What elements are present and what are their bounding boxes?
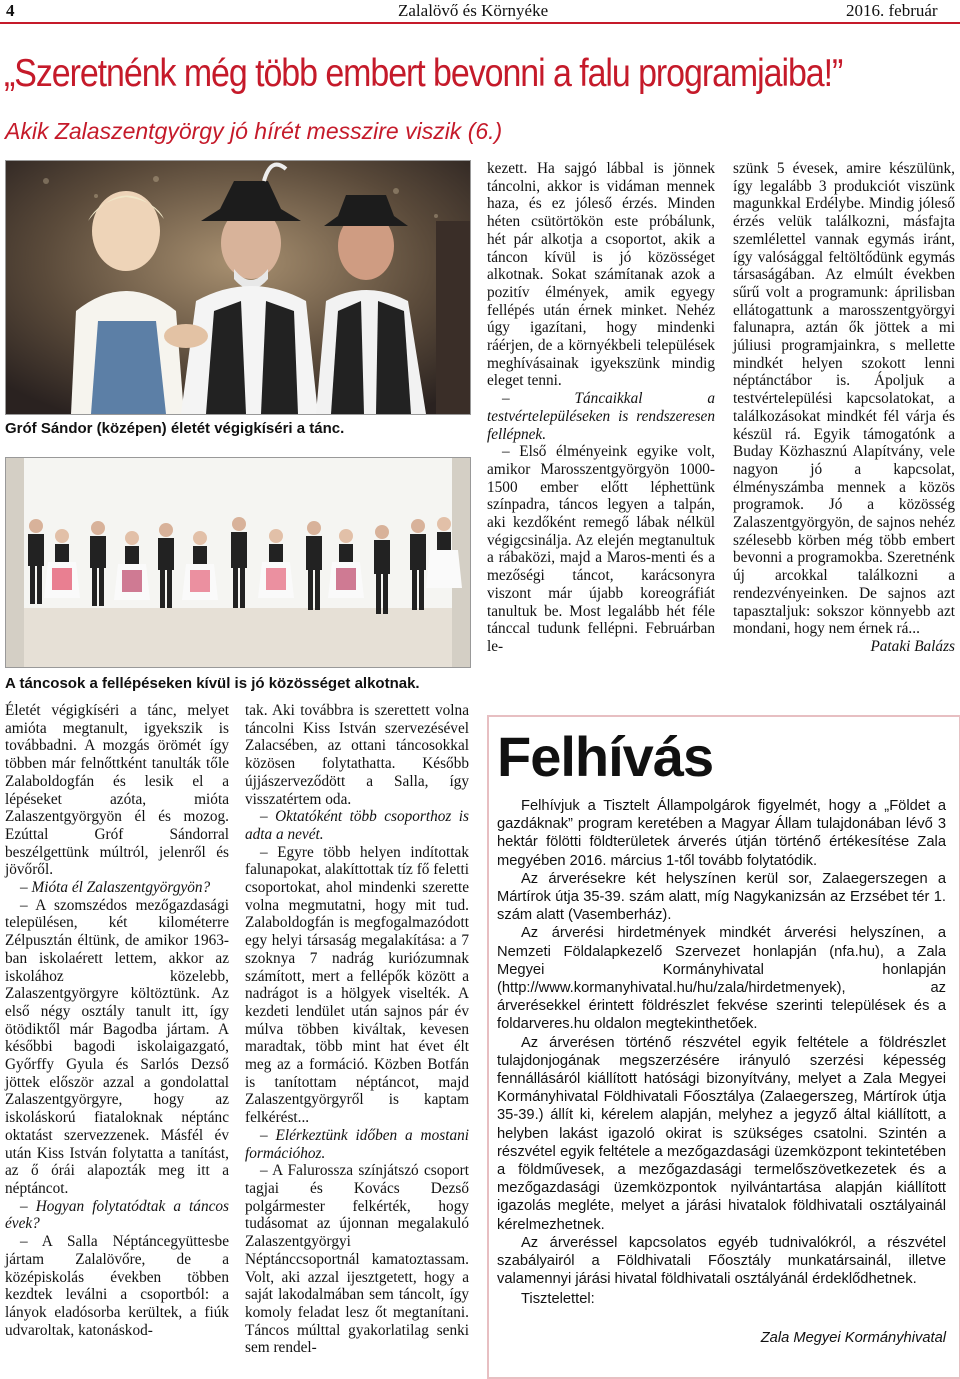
notice-body: [497, 797, 946, 1347]
notice-title: Felhívás: [497, 725, 714, 788]
notice-paragraph: Az árveréssel kapcsolatos egyéb tudnivalókról, a részvétel szabályairól a Földhivatali Főosztály munkatársainál, illetve valamennyi járási hivatal földhivatali osztályánál érdeklődhetnek.: [497, 1234, 946, 1288]
article-paragraph: tak. Aki továbbra is szerettett volna táncolni Kiss István szervezésével Zalacsében, az ottani táncosokkal közösen folytathatta. Később újjászerveződött a Salla, így visszatértem oda.: [245, 702, 469, 808]
notice-paragraph: Felhívjuk a Tisztelt Állampolgárok figyelmét, hogy a „Földet a gazdáknak” program keretében a Magyar Állam tulajdonában lévő 3 hektár fölötti földterületek árverés útján történő értékesítése Zala megyében 2016. március 1-től tovább folytatódik.: [497, 798, 946, 869]
page-number: 4: [6, 1, 15, 20]
notice-paragraph: Az árverési hirdetmények mindkét árverési helyszínen, a Nemzeti Földalapkezelő Szervezet honlapján (nfa.hu), a Zala Megyei Kormányhivatal honlapján (http://www.kormanyhivatal.hu/hu/zala/hirdetmenyek), az árverésekkel érintett földrészlet fekvése szerinti települések és a foldarveres.hu oldalon megtekinthetőek.: [497, 925, 946, 1033]
interview-question: – Táncaikkal a testvértelepüléseken is rendszeresen fellépnek.: [487, 390, 715, 443]
article-paragraph: – A Salla Néptáncegyüttesbe jártam Zalalövőre, de a középiskolás években többen kezdtek leválni a csoportból: a lányok eladósorba kerültek, a fiúk udvaroltak, katonáskod-: [5, 1233, 229, 1339]
article-author: Pataki Balázs: [870, 637, 955, 655]
article-paragraph: – A szomszédos mezőgazdasági településen, két kilométerre Zélpusztán éltünk, de amikor 1963-ban iskolaérett lettem, akkor az iskolához közelebb, Zalaszentgyörgyre költöztünk. Az első négy osztály tanult itt, így ötödiktől már Bagodba jártam. A későbbi bagodi iskolaigazgató, Győrffy Gyula és Sarlós Dezső jöttek először azzal a gondolattal Zalaszentgyörgyre, hogy az iskoláskorú fiataloknak néptánc oktatást szervezzenek. Másfél év után Kiss István folytatta a tanítást, az ő órái alapozták meg itt a néptáncot.: [5, 896, 229, 1197]
article-paragraph: – Egyre több helyen indítottak falunapokat, alakíttottak tíz fő feletti csoportokat, ahol mindenki szerette volna megmutatni, hogy mit tud. Zalaboldogfán is megfogalmazódott egy helyi társaság megalakítása: a 7 szoknya 7 nadrág kuriózumnak számított, mert a fellépők között a nadrágot is a hölgyek viselték. A kezdeti lendület után sajnos pár év múlva többen kiváltak, kevesen maradtak, több mint hat évet élt meg az a formáció. Közben Botfán is tanítottam néptáncot, majd Zalaszentgyörgyről is kaptam felkérést...: [245, 843, 469, 1127]
page-header: [0, 0, 960, 24]
article-column-1: [5, 702, 229, 1339]
notice-signature: Zala Megyei Kormányhivatal: [760, 1329, 946, 1346]
dancers-portrait-photo: [5, 160, 471, 415]
article-paragraph: – Első élményeink egyike volt, amikor Marosszentgyörgyön 1000-1500 ember előtt léphettünk színpadra, táncos legyen a talpán, aki kezdőként remegő lábak nélkül végigcsinálja. Az elején megtanultuk a rábaközi, majd a Maros-menti és a mezőségi táncot, karácsonyra viszont már újabb koreográfiát tanultuk be. Most legalább hét féle tánccal tudunk fellépni. Februárban le-: [487, 443, 715, 655]
notice-paragraph: Az árverésen történő részvétel egyik feltétele a földrészlet tulajdonjogának megszerzésére irányuló szerzési képesség fennállásáról kiállított hatósági bizonyítvány, melyet a Zala Megyei Kormányhivatal Földhivatali Főosztálya (Zalaegerszeg, Mártírok útja 35-39.) állít ki, kérelem alapján, melyhez a jegyző által kiállított, a helyben lakást igazoló okirat is szükséges csatolni. Szintén a részvétel egyik feltétele a mezőgazdasági üzemközpont tekintetében a földművesek, a mezőgazdasági termelőszövetkezetek és a mezőgazdasági üzemközpontok nyilvántartása alapján kiállított igazolás megléte, melyet a járási hivatalok földhivatali osztályainál kérelmezhetnek.: [497, 1034, 946, 1233]
interview-question: – Hogyan folytatódtak a táncos évek?: [5, 1197, 229, 1233]
interview-question: – Elérkeztünk időben a mostani formációhoz.: [245, 1126, 469, 1162]
article-title: „Szeretnénk még több embert bevonni a falu programjaiba!”: [4, 52, 843, 95]
article-paragraph: – A Falurossza színjátszó csoport tagjai és Kovács Dezső polgármester felkérték, hogy tudásomat az újonnan megalakuló Zalaszentgyörgyi Néptánccsoportnál kamatoztassam. Volt, aki azzal ijesztgetett, hogy a saját lakodalmában sem táncolt, így komoly feladat lesz őt megtanítani. Táncos múlttal gyakorlatilag senki sem rendel-: [245, 1162, 469, 1357]
photo1-caption: Gróf Sándor (középen) életét végigkíséri a tánc.: [5, 420, 345, 437]
article-column-2: [245, 702, 469, 1357]
notice-paragraph: Az árverésekre két helyszínen kerül sor, Zalaegerszegen a Mártírok útja 35-39. szám alatt, míg Nagykanizsán az Erzsébet tér 1. szám alatt (Vasemberház).: [497, 870, 946, 924]
photo2-caption: A táncosok a fellépéseken kívül is jó közösséget alkotnak.: [5, 675, 420, 692]
interview-question: – Oktatóként több csoporthoz is adta a nevét.: [245, 808, 469, 843]
article-column-4: [733, 160, 955, 656]
article-subtitle: Akik Zalaszentgyörgy jó hírét messzire viszik (6.): [5, 118, 503, 144]
interview-question: – Mióta él Zalaszentgyörgyön?: [20, 879, 211, 897]
notice-closing: Tisztelettel:: [521, 1291, 595, 1308]
article-column-3: [487, 160, 715, 656]
issue-date: 2016. február: [846, 1, 938, 20]
publication-name: Zalalövő és Környéke: [398, 1, 549, 20]
article-paragraph: kezett. Ha sajgó lábbal is jönnek táncolni, akkor is vidáman mennek haza, és ez jóleső érzés. Minden héten csütörtökön este próbálunk, hét pár alkotja a csoportot, akik a táncon kívül is jó közösséget alkotnak. Sokat számítanak azok a pozitív élmények, amik egyegy fellépés után érnek minket. Nehéz úgy igazítani, hogy mindenki ráérjen, de a környékbeli települések meghívásainak igyekszünk mindig eleget tenni.: [487, 160, 715, 390]
article-paragraph: szünk 5 évesek, amire készülünk, így legalább 3 produkciót viszünk magunkkal Erdélybe. Mindig jóleső érzés velük találkozni, másfajta szemlélettel vannak egymás iránt, így valósággal feltöltődünk egymás társaságában. Az elmúlt években sűrű volt a programunk: áprilisban ellátogattunk a marosszentgyörgyi falunapra, aztán ők jöttek a mi júliusi programjainkra, s mellette mindkét helyen szokott lenni néptánctábor is. Ápoljuk a testvértelepülési kapcsolatokat, a találkozásokat mindkét fél várja és készül rá. Egyik támogatónk a Buday Közhasznú Alapítvány, vele nagyon jó a kapcsolat, élményszámba mennek a közös programok. Jó a közösség Zalaszentgyörgyön, de sajnos nehéz szélesebb körben még több embert bevonni a programokba. Szeretnénk új arcokkal találkozni a rendezvényeinken. De sajnos azt tapasztaljuk: sokszor könnyebb azt mondani, hogy nem érnek rá...: [733, 160, 955, 638]
dancers-group-photo: [5, 457, 471, 668]
article-paragraph: Életét végigkíséri a tánc, melyet amióta megtanult, igyekszik is továbbadni. A mozgás örömét így többen már felnőttként tanulták tőle Zalaboldogfán és lesik el a lépéseket azóta, mióta Zalaszentgyörgyön él és mozog. Ezúttal Gróf Sándorral beszélgettünk múltról, jelenről és jövőről.: [5, 702, 229, 879]
